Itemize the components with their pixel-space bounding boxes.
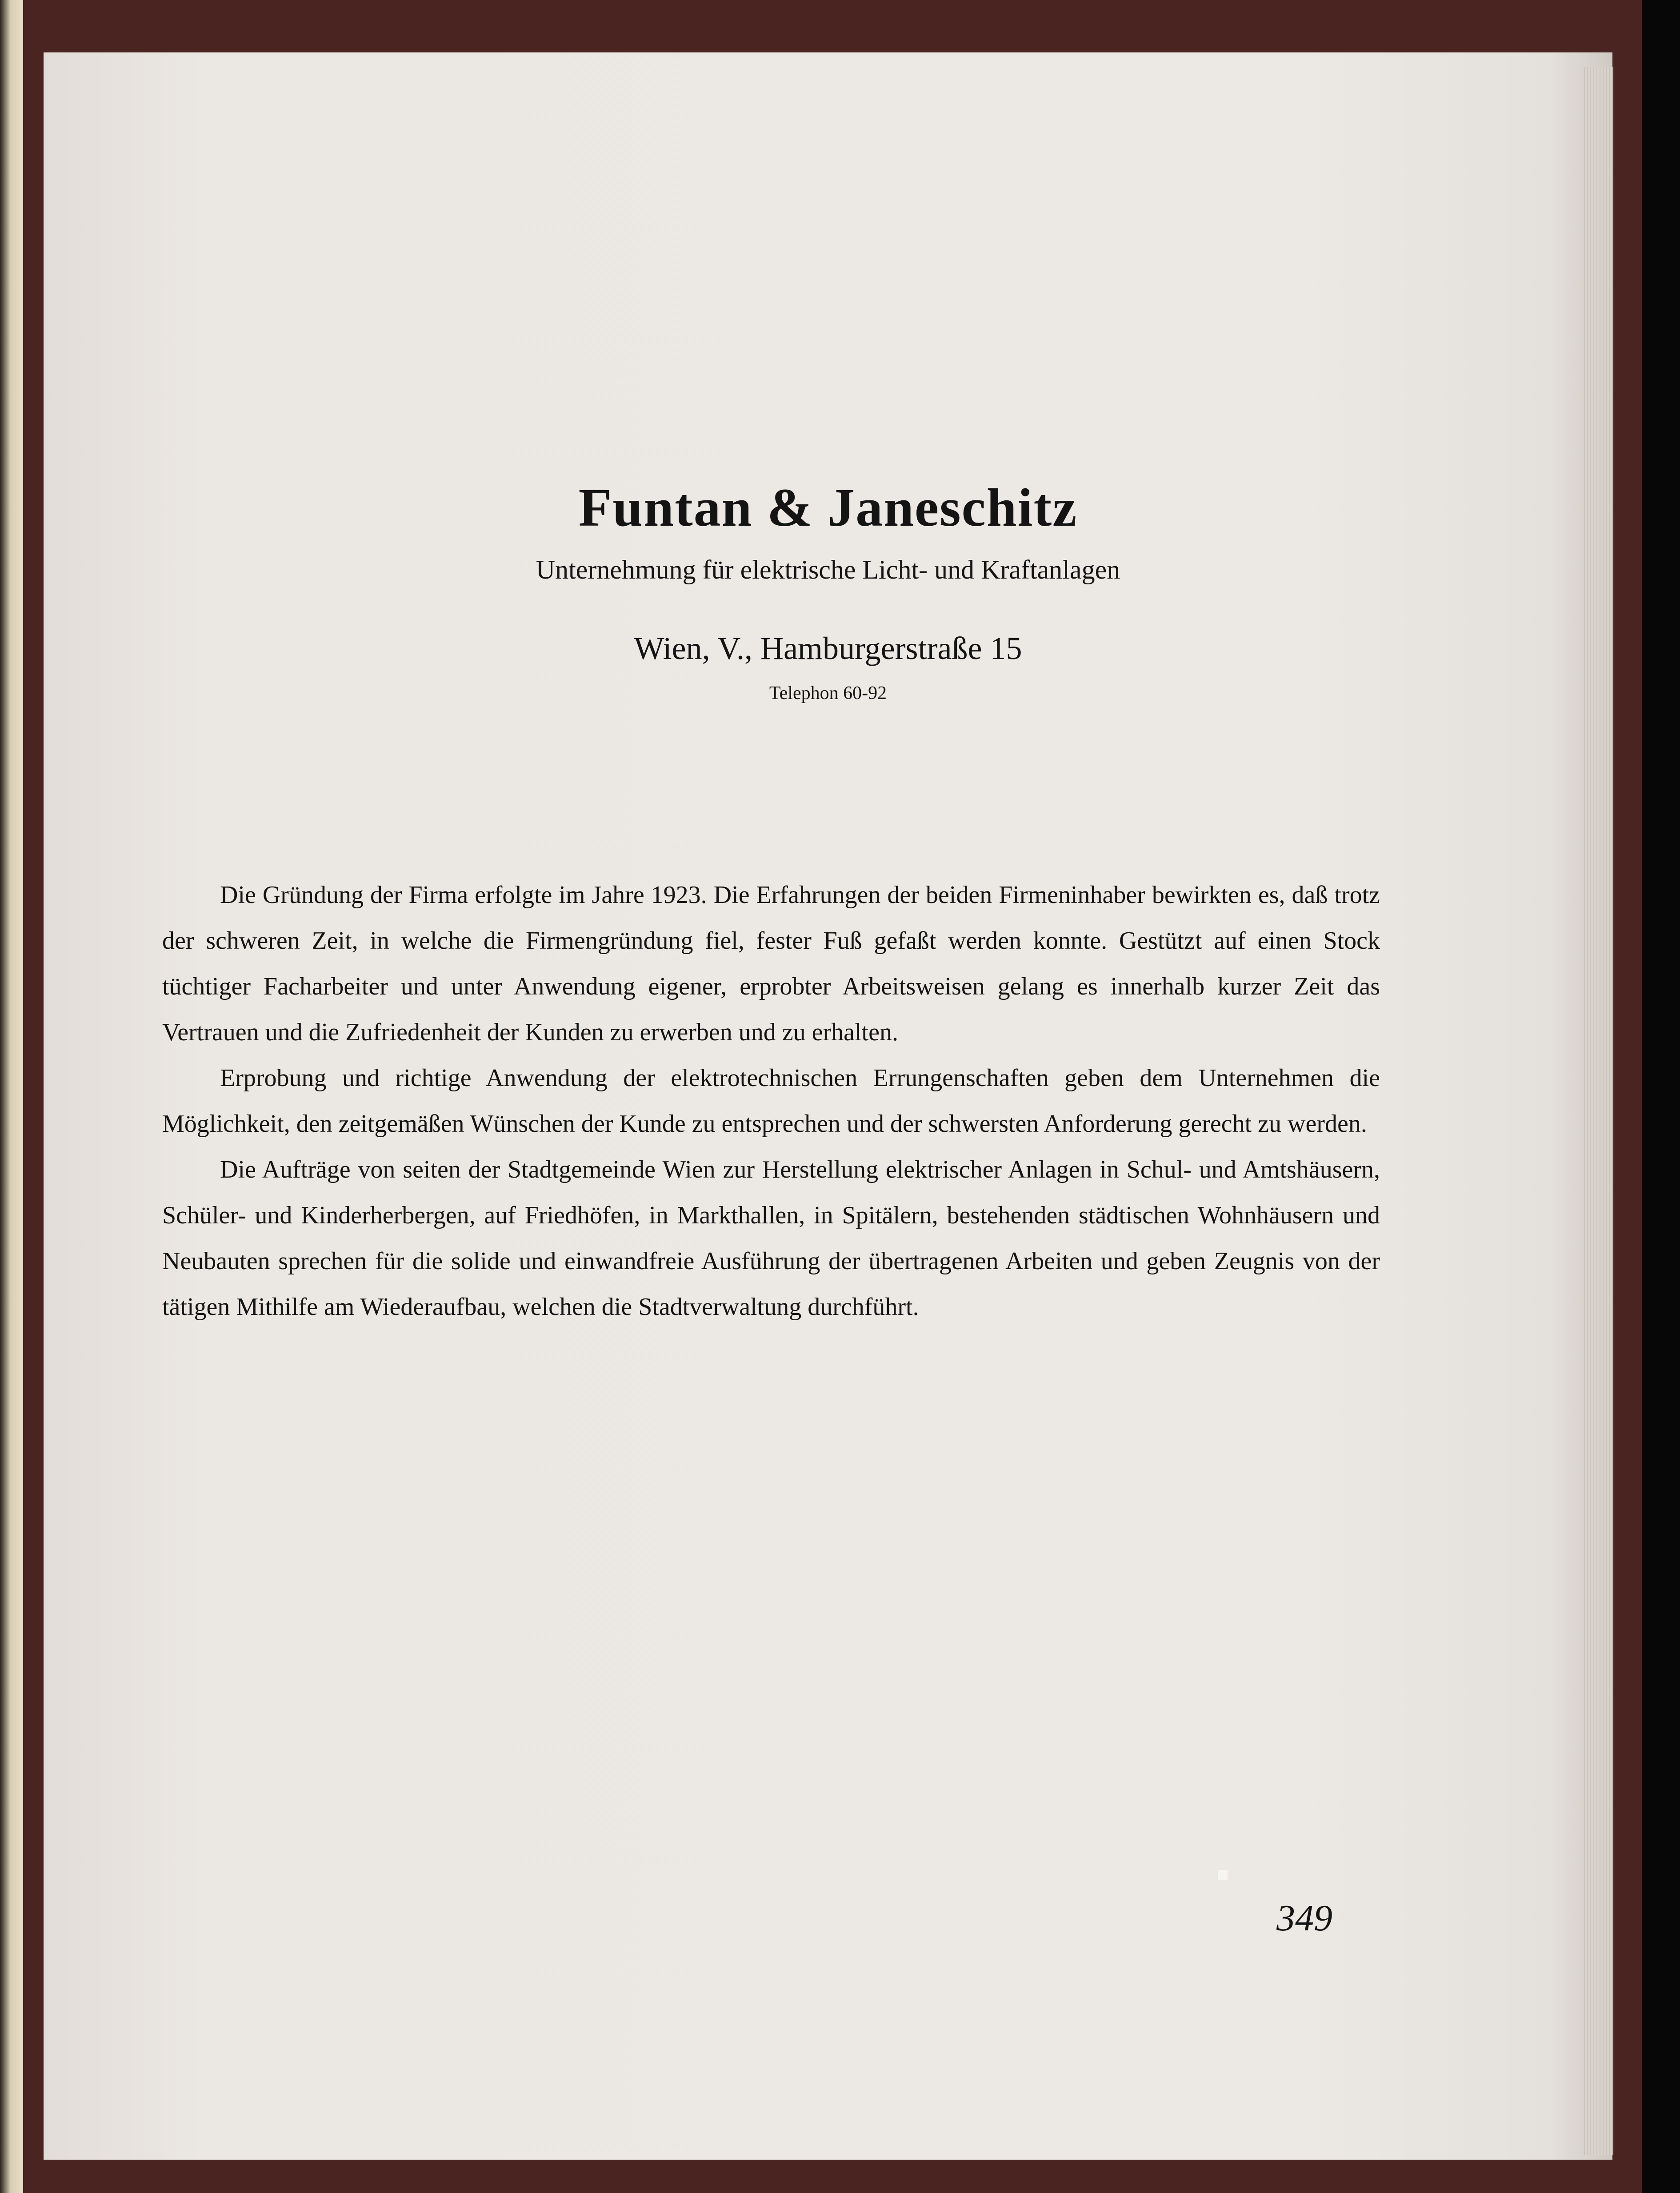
page-number: 349 [1276, 1897, 1332, 1939]
paragraph: Erprobung und richtige Anwendung der elektrotechnischen Errungenschaften geben dem Unternehmen die Möglichkeit, den zeitgemäßen Wünschen der Kunde zu entsprechen und der schwersten Anforderung gerecht zu werden. [162, 1064, 1380, 1138]
paragraph: Die Gründung der Firma erfolgte im Jahre 1923. Die Erfahrungen der beiden Firmeninhaber bewirkten es, daß trotz der schweren Zeit, in welche die Firmengründung fiel, fester Fuß gefaßt werden konnte. Gestützt auf einen Stock tüchtiger Facharbeiter und unter Anwendung eigener, erprobter Arbeitsweisen gelang es innerhalb kurzer Zeit das Vertrauen und die Zufriedenheit der Kunden zu erwerben und zu erhalten. [162, 881, 1380, 1046]
firm-name: Funtan & Janeschitz [578, 478, 1078, 538]
body-text [162, 872, 1380, 1330]
page-content [44, 52, 1612, 2160]
book-page [44, 52, 1612, 2160]
firm-telephone: Telephon 60-92 [769, 683, 887, 703]
page-stack-edges [1582, 67, 1613, 2155]
paragraph: Die Aufträge von seiten der Stadtgemeinde Wien zur Herstellung elektrischer Anlagen in Schul- und Amtshäusern, Schüler- und Kinderherbergen, auf Friedhöfen, in Markthallen, in Spitälern, bestehenden städtischen Wohnhäusern und Neubauten sprechen für die solide und einwandfreie Ausführung der übertragenen Arbeiten und geben Zeugnis von der tätigen Mithilfe am Wiederaufbau, welchen die Stadtverwaltung durchführt. [162, 1156, 1380, 1321]
firm-subtitle: Unternehmung für elektrische Licht- und Kraftanlagen [536, 555, 1120, 584]
previous-page-edge [0, 0, 23, 2193]
firm-address: Wien, V., Hamburgerstraße 15 [634, 631, 1022, 666]
paper-speck [1218, 1870, 1228, 1880]
